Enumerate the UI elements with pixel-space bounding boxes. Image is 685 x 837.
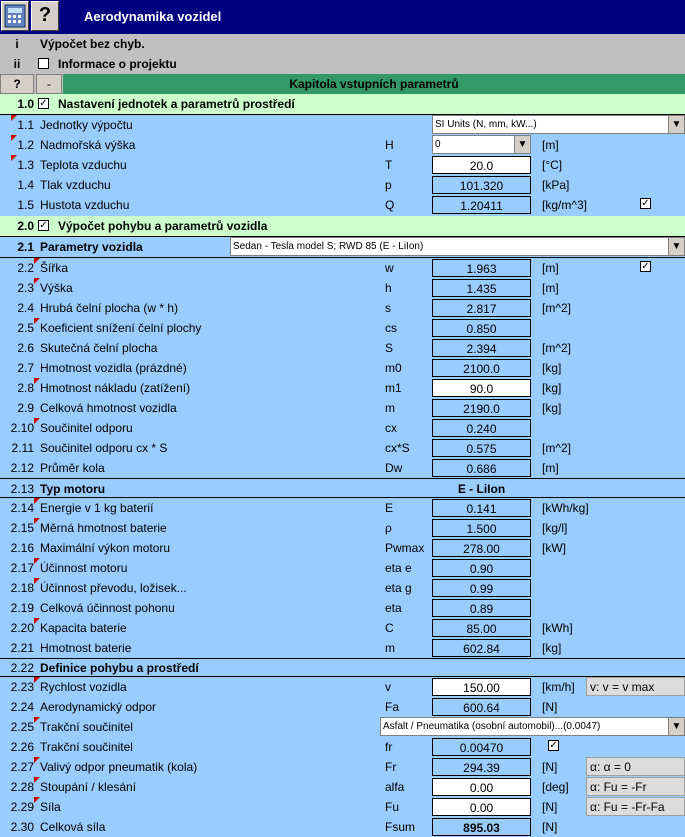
row-2-29: 2.29 Síla Fu 0.00 [N] α: Fu = -Fr-Fa: [0, 797, 685, 817]
force-input[interactable]: 0.00: [432, 798, 531, 816]
row-2-10: 2.10 Součinitel odporu cx 0.240: [0, 418, 685, 438]
load-mass-input[interactable]: 90.0: [432, 379, 531, 397]
status-text: Výpočet bez chyb.: [40, 37, 145, 51]
row-2-14: 2.14 Energie v 1 kg baterií E 0.141 [kWh/kg]: [0, 498, 685, 518]
app-title: Aerodynamika vozidel: [84, 9, 222, 24]
row-2-22: 2.22 Definice pohybu a prostředí: [10, 661, 199, 675]
row-2-3: 2.3 Výška h 1.435 [m]: [0, 278, 685, 298]
alpha-zero-button[interactable]: α: α = 0: [586, 757, 685, 776]
row-1-4: 1.4 Tlak vzduchu p 101.320 [kPa]: [17, 178, 570, 193]
altitude-dropdown[interactable]: 0 ▼: [432, 135, 531, 154]
temperature-input[interactable]: 20.0: [432, 156, 531, 174]
row-2-25: 2.25 Trakční součinitel Asfalt / Pneumatika (osobní automobil)...(0.0047) ▼: [0, 717, 685, 737]
row-1-5: 1.5 Hustota vzduchu Q 1.20411 [kg/m^3] ✓: [17, 198, 650, 213]
chapter-row: [0, 74, 685, 94]
row-2-30: 2.30 Celková síla Fsum 895.03 [N]: [10, 820, 558, 835]
row-2-11: 2.11 Součinitel odporu cx * S cx*S 0.575 [m^2]: [11, 441, 571, 456]
row-2-28: 2.28 Stoupání / klesání alfa 0.00 [deg] α: Fu = -Fr: [0, 777, 685, 797]
slope-input[interactable]: 0.00: [432, 778, 531, 796]
row-2-21: 2.21 Hmotnost baterie m 602.84 [kg]: [10, 641, 562, 656]
section-1-0[interactable]: 1.0 ✓ Nastavení jednotek a parametrů prostředí: [0, 94, 685, 114]
row-2-15: 2.15 Měrná hmotnost baterie ρ 1.500 [kg/l]: [0, 518, 685, 538]
row-2-18: 2.18 Účinnost převodu, ložisek... eta g 0.99: [0, 578, 685, 598]
units-dropdown[interactable]: SI Units (N, mm, kW...) ▼: [432, 115, 685, 134]
row-1-3: 1.3 Teplota vzduchu T 20.0 [°C]: [0, 155, 685, 175]
row-2-4: 2.4 Hrubá čelní plocha (w * h) s 2.817 [m^2]: [17, 301, 571, 316]
calculator-icon[interactable]: [1, 1, 29, 31]
chapter-help-button[interactable]: ?: [0, 74, 34, 94]
row-2-9: 2.9 Celková hmotnost vozidla m 2190.0 [kg]: [17, 401, 562, 416]
motor-type: E - LiIon: [457, 482, 506, 496]
total-force-value: 895.03: [432, 818, 531, 836]
project-row[interactable]: ii Informace o projektu: [0, 54, 685, 74]
row-2-7: 2.7 Hmotnost vozidla (prázdné) m0 2100.0 [kg]: [17, 361, 562, 376]
status-row: i Výpočet bez chyb.: [0, 34, 685, 54]
row-2-13: 2.13 Typ motoru E - LiIon: [0, 479, 685, 499]
row-1-2: 1.2 Nadmořská výška H 0 ▼ [m]: [0, 135, 685, 155]
density-checkbox[interactable]: ✓: [641, 198, 650, 209]
chevron-down-icon: ▼: [668, 718, 684, 735]
project-label: Informace o projektu: [58, 57, 177, 71]
speed-max-button[interactable]: v: v = v max: [586, 677, 685, 696]
chapter-collapse-button[interactable]: -: [36, 74, 62, 94]
traction-dropdown[interactable]: Asfalt / Pneumatika (osobní automobil)...(0.0047) ▼: [380, 717, 685, 736]
row-1-1: 1.1 Jednotky výpočtu SI Units (N, mm, kW...) ▼: [0, 115, 685, 135]
section-2-0-checkbox[interactable]: ✓: [39, 220, 48, 231]
vehicle-dropdown[interactable]: Sedan - Tesla model S; RWD 85 (E - LiIon) ▼: [230, 237, 685, 256]
alpha-fu-fr-fa-button[interactable]: α: Fu = -Fr-Fa: [586, 797, 685, 816]
help-icon[interactable]: ?: [31, 1, 59, 31]
traction-checkbox[interactable]: ✓: [549, 740, 558, 751]
row-2-8: 2.8 Hmotnost nákladu (zatížení) m1 90.0 [kg]: [0, 378, 685, 398]
section-1-0-checkbox[interactable]: ✓: [39, 98, 48, 109]
row-2-20: 2.20 Kapacita baterie C 85.00 [kWh]: [0, 618, 685, 638]
speed-input[interactable]: 150.00: [432, 678, 531, 696]
chevron-down-icon: ▼: [668, 116, 684, 133]
chevron-down-icon: ▼: [668, 238, 684, 255]
pressure-value: 101.320: [432, 176, 531, 194]
title-bar: [0, 0, 685, 34]
chevron-down-icon: ▼: [514, 136, 530, 153]
width-checkbox[interactable]: ✓: [641, 261, 650, 272]
chapter-title: Kapitola vstupních parametrů: [63, 74, 685, 94]
alpha-fu-fr-button[interactable]: α: Fu = -Fr: [586, 777, 685, 796]
row-2-6: 2.6 Skutečná čelní plocha S 2.394 [m^2]: [17, 341, 571, 356]
row-2-12: 2.12 Průměr kola Dw 0.686 [m]: [10, 461, 559, 476]
row-2-23: 2.23 Rychlost vozidla v 150.00 [km/h] v: v = v max: [0, 677, 685, 697]
density-value: 1.20411: [432, 196, 531, 214]
project-checkbox[interactable]: [38, 58, 49, 69]
row-2-5: 2.5 Koeficient snížení čelní plochy cs 0.850: [0, 318, 685, 338]
row-2-16: 2.16 Maximální výkon motoru Pwmax 278.00 [kW]: [10, 541, 566, 556]
row-2-24: 2.24 Aerodynamický odpor Fa 600.64 [N]: [10, 700, 558, 715]
row-2-26: 2.26 Trakční součinitel fr 0.00470 ✓: [10, 740, 558, 755]
section-2-0[interactable]: 2.0 ✓ Výpočet pohybu a parametrů vozidla: [0, 216, 685, 236]
row-2-1: 2.1 Parametry vozidla Sedan - Tesla model S; RWD 85 (E - LiIon) ▼: [0, 237, 685, 257]
row-2-27: 2.27 Valivý odpor pneumatik (kola) Fr 294.39 [N] α: α = 0: [0, 757, 685, 777]
row-2-17: 2.17 Účinnost motoru eta e 0.90: [0, 558, 685, 578]
row-2-2: 2.2 Šířka w 1.963 [m] ✓: [0, 258, 685, 278]
row-2-19: 2.19 Celková účinnost pohonu eta 0.89: [0, 598, 685, 618]
